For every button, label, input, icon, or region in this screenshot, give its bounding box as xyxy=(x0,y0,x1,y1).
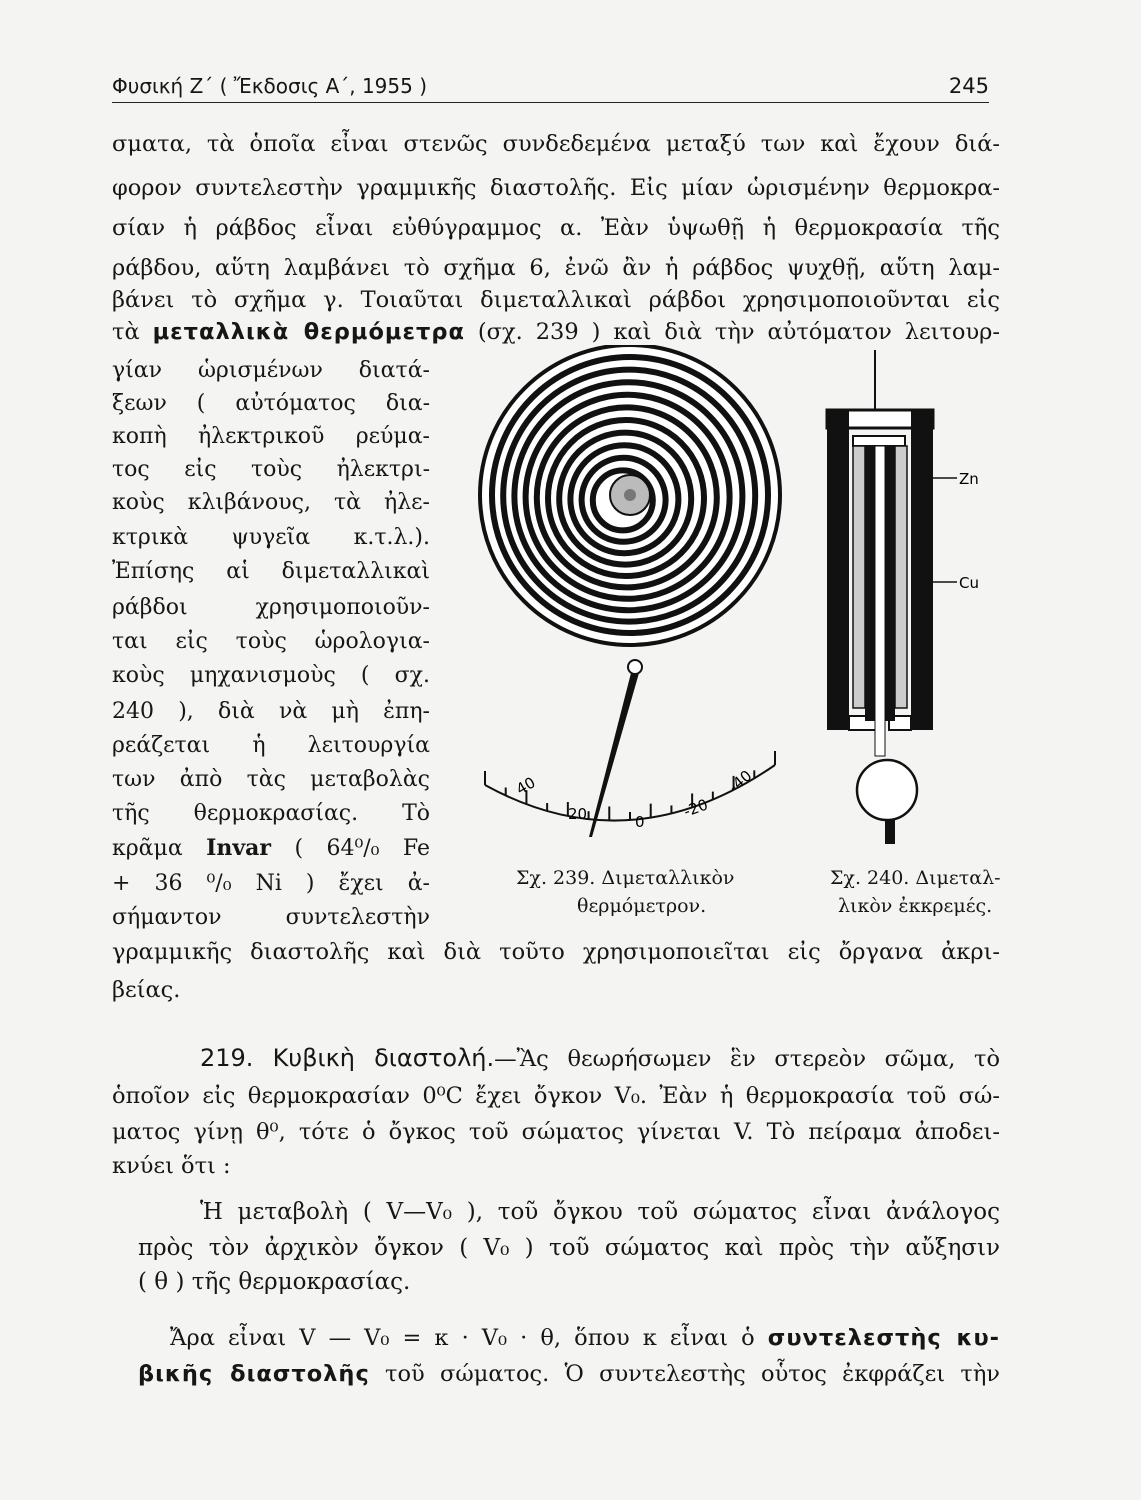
label-copper: Cu xyxy=(959,574,979,592)
text-line: σήμαντον συντελεστὴν xyxy=(112,905,430,930)
text-line: βείας. xyxy=(112,977,181,1003)
text-line: κοπὴ ἠλεκτρικοῦ ρεύμα- xyxy=(112,424,430,449)
text-line: γραμμικῆς διαστολῆς καὶ διὰ τοῦτο χρησιμοποιεῖται εἰς ὄργανα ἀκρι- xyxy=(112,939,1000,965)
scale-label-minus-20: -20 xyxy=(681,795,711,821)
figure-239-bimetallic-thermometer xyxy=(470,345,800,875)
text-line: ρεάζεται ἡ λειτουργία xyxy=(112,733,430,758)
scale-label-40: 40 xyxy=(513,773,539,799)
scale-label-20: 20 xyxy=(568,805,588,823)
term-metallic-thermometers: μεταλλικὰ θερμόμετρα xyxy=(152,319,465,345)
text-line: κτρικὰ ψυγεῖα κ.τ.λ.). xyxy=(112,525,430,550)
text-span: τὰ xyxy=(112,319,153,345)
text-line: κνύει ὅτι : xyxy=(112,1153,231,1179)
temperature-scale xyxy=(485,751,775,831)
text-line: κοὺς κλιβάνους, τὰ ἠλε- xyxy=(112,490,430,515)
running-header xyxy=(112,72,989,103)
law-line: Ἡ μεταβολὴ ( V—V₀ ), τοῦ ὄγκου τοῦ σώματος εἶναι ἀνάλογος xyxy=(200,1199,1000,1225)
text-line: κοὺς μηχανισμοὺς ( σχ. xyxy=(112,663,430,688)
text-line xyxy=(112,316,1000,348)
text-line xyxy=(112,832,430,865)
scale-label-minus-40: -40 xyxy=(725,766,756,797)
pendulum-bob xyxy=(857,760,917,844)
text-line: τος εἰς τοὺς ἠλεκτρι- xyxy=(112,457,430,482)
figure-239-caption-line1: Σχ. 239. Διμεταλλικὸν xyxy=(516,867,735,889)
term-cubic-expansion: βικῆς διαστολῆς xyxy=(138,1361,370,1387)
figure-240-caption-line2: λικὸν ἐκκρεμές. xyxy=(838,895,993,917)
text-span: —Ἂς θεωρήσωμεν ἓν στερεὸν σῶμα, τὸ xyxy=(494,1046,1000,1072)
figure-240-caption-line1: Σχ. 240. Διμεταλ- xyxy=(830,867,1001,889)
text-line: ὁποῖον εἰς θερμοκρασίαν 0⁰C ἔχει ὄγκον V₀. Ἐὰν ἡ θερμοκρασία τοῦ σώ- xyxy=(112,1083,1000,1109)
spiral-coil xyxy=(480,345,780,645)
text-line: 240 ), διὰ νὰ μὴ ἐπη- xyxy=(112,699,430,724)
formula-line xyxy=(170,1322,1000,1354)
text-span: κρᾶμα xyxy=(112,836,207,861)
scale-label-0: 0 xyxy=(635,813,645,831)
term-cubic-coefficient: συντελεστὴς κυ- xyxy=(767,1325,1000,1351)
label-zinc: Zn xyxy=(959,470,979,488)
law-line: πρὸς τὸν ἀρχικὸν ὄγκον ( V₀ ) τοῦ σώματος καὶ πρὸς τὴν αὔξησιν xyxy=(138,1235,1000,1261)
pointer-needle xyxy=(589,660,642,837)
text-line: ράβδοι χρησιμοποιοῦν- xyxy=(112,595,430,620)
page-number: 245 xyxy=(948,74,989,98)
text-line: τῆς θερμοκρασίας. Τὸ xyxy=(112,801,430,826)
text-line: των ἀπὸ τὰς μεταβολὰς xyxy=(112,767,430,792)
text-line: ματος γίνῃ θ⁰, τότε ὁ ὄγκος τοῦ σώματος γίνεται V. Τὸ πείραμα ἀποδει- xyxy=(112,1119,1000,1145)
text-span: ( 64⁰/₀ Fe xyxy=(271,836,430,861)
text-line: φορον συντελεστὴν γραμμικῆς διαστολῆς. Εἰς μίαν ὡρισμένην θερμοκρα- xyxy=(112,175,1000,201)
text-line: σίαν ἡ ράβδος εἶναι εὐθύγραμμος α. Ἐὰν ὑψωθῇ ἡ θερμοκρασία τῆς xyxy=(112,215,1000,241)
text-line: ράβδου, αὕτη λαμβάνει τὸ σχῆμα 6, ἐνῶ ἂν ἡ ράβδος ψυχθῇ, αὕτη λαμ- xyxy=(112,255,1000,281)
formula-line xyxy=(138,1358,1000,1390)
text-line: σματα, τὰ ὁποῖα εἶναι στενῶς συνδεδεμένα μεταξύ των καὶ ἔχουν διά- xyxy=(112,131,1000,157)
inner-rods xyxy=(853,436,907,756)
text-span: τοῦ σώματος. Ὁ συντελεστὴς οὗτος ἐκφράζει τὴν xyxy=(369,1361,1000,1387)
running-title: Φυσική Ζ΄ ( Ἔκδοσις Α΄, 1955 ) xyxy=(112,74,428,98)
law-line: ( θ ) τῆς θερμοκρασίας. xyxy=(138,1269,411,1295)
text-line: βάνει τὸ σχῆμα γ. Τοιαῦται διμεταλλικαὶ ράβδοι χρησιμοποιοῦνται εἰς xyxy=(112,287,1000,313)
text-line: ται εἰς τοὺς ὡρολογια- xyxy=(112,629,430,654)
text-span: Ἄρα εἶναι V — V₀ = κ · V₀ · θ, ὅπου κ εἶναι ὁ xyxy=(170,1325,768,1351)
text-line: Ἐπίσης αἱ διμεταλλικαὶ xyxy=(112,559,430,584)
section-heading: 219. Κυβικὴ διαστολή. xyxy=(200,1044,495,1072)
text-line: ξεων ( αὐτόματος δια- xyxy=(112,391,430,416)
text-line: γίαν ὡρισμένων διατά- xyxy=(112,358,430,383)
term-invar: Invar xyxy=(206,835,272,861)
text-line: + 36 ⁰/₀ Ni ) ἔχει ἀ- xyxy=(112,871,430,896)
text-line xyxy=(200,1042,1000,1075)
text-span: (σχ. 239 ) καὶ διὰ τὴν αὐτόματον λειτουρ- xyxy=(464,319,1000,345)
figure-239-caption-line2: θερμόμετρον. xyxy=(577,895,707,917)
figure-240-bimetallic-pendulum xyxy=(815,350,995,850)
